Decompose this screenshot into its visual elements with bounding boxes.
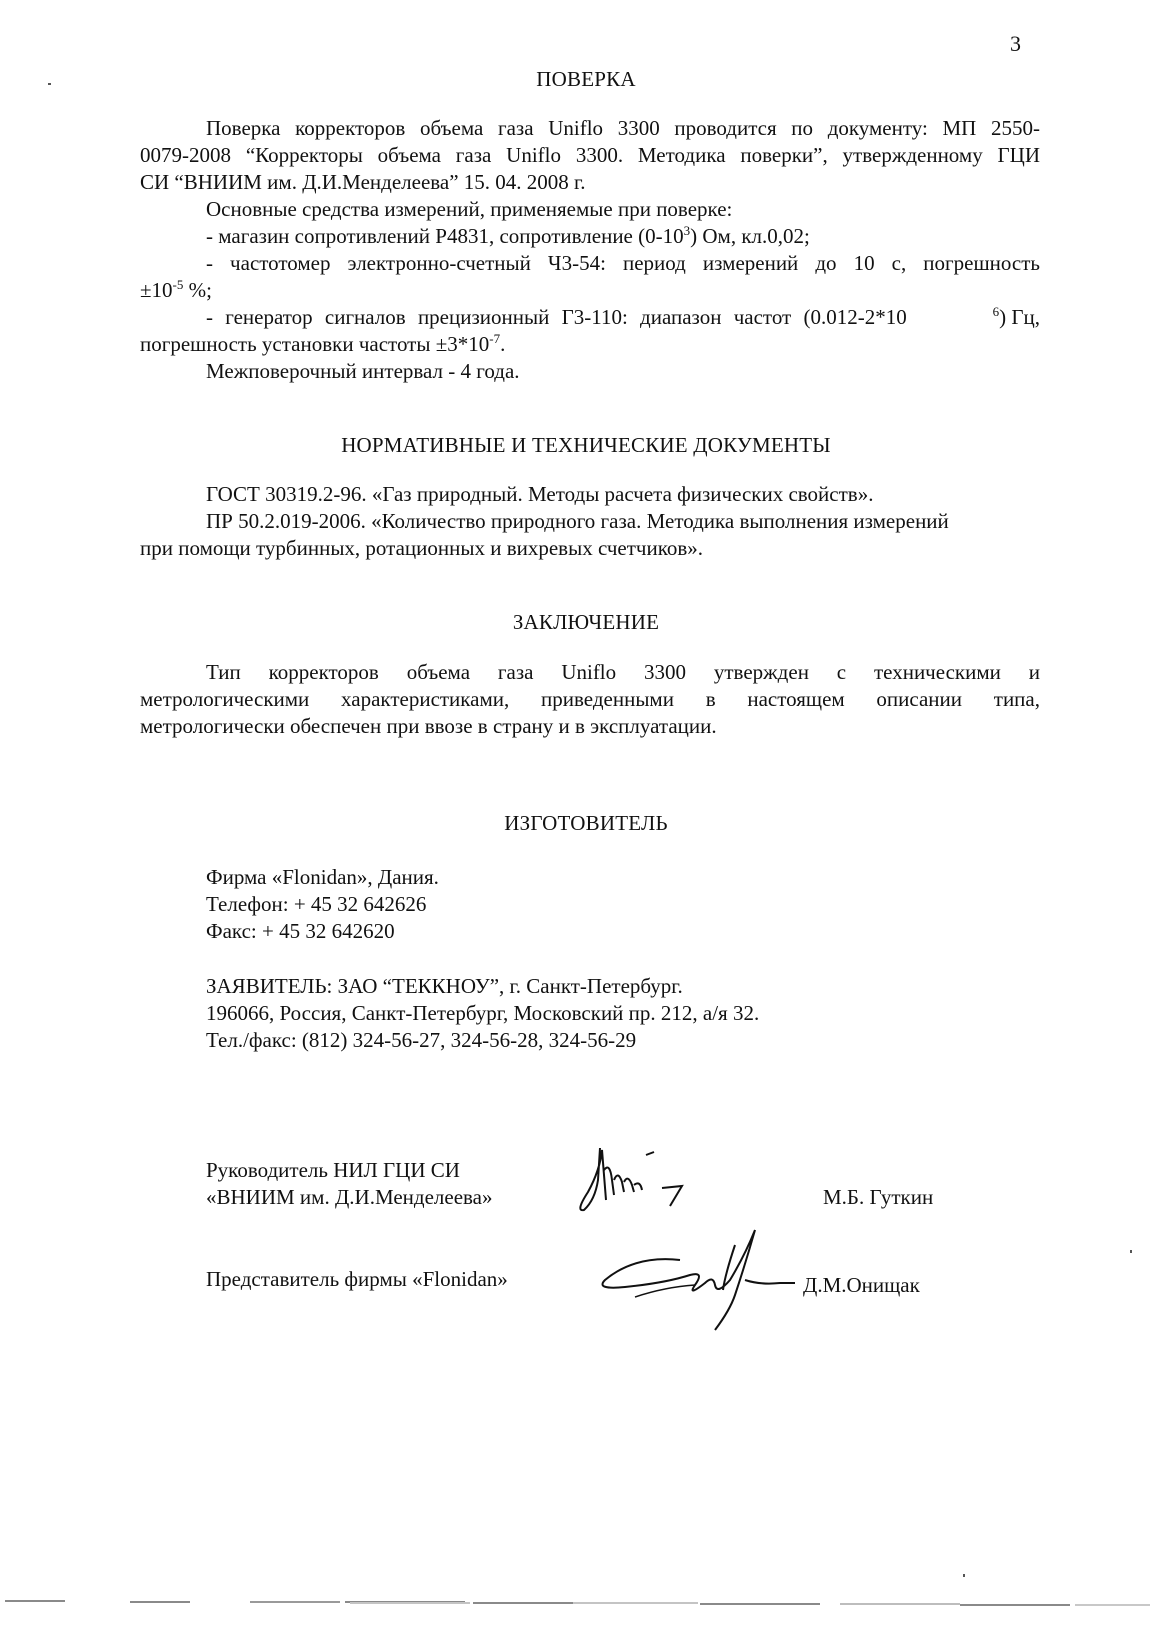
item2-text-end: %; <box>183 278 212 302</box>
applicant-name: ЗАЯВИТЕЛЬ: ЗАО “ТЕККНОУ”, г. Санкт-Петербург. <box>206 974 683 998</box>
item2-text: ±10 <box>140 278 173 302</box>
verification-line-1: Поверка корректоров объема газа Uniflo 3300 проводится по документу: МП 2550- <box>206 116 1040 140</box>
scan-speck <box>963 1574 965 1577</box>
verification-paragraph <box>140 115 1040 196</box>
section-title-normative: НОРМАТИВНЫЕ И ТЕХНИЧЕСКИЕ ДОКУМЕНТЫ <box>341 433 831 457</box>
means-item-resistance-box <box>140 223 1040 250</box>
item3-line2-end: . <box>500 332 506 356</box>
item3-text-end <box>993 304 1040 331</box>
item3-exponent: 6 <box>992 304 1000 319</box>
item3-text: - генератор сигналов прецизионный Г3-110: диапазон частот (0.012-2*10 <box>206 305 907 329</box>
normative-doc-pr-cont: при помощи турбинных, ротационных и вихревых счетчиков». <box>140 536 704 560</box>
item1-text: - магазин сопротивлений Р4831, сопротивление (0-10 <box>206 224 684 248</box>
section-title-verification: ПОВЕРКА <box>536 67 636 91</box>
means-item-signal-generator-cont <box>140 331 1040 358</box>
signature-onischak <box>595 1225 815 1335</box>
means-item-signal-generator <box>140 304 1040 331</box>
manufacturer-fax: Факс: + 45 32 642620 <box>206 919 395 943</box>
verification-line-2: 0079-2008 “Корректоры объема газа Uniflo 3300. Методика поверки”, утвержденному ГЦИ <box>140 143 1040 167</box>
applicant-address: 196066, Россия, Санкт-Петербург, Московский пр. 212, а/я 32. <box>206 1001 760 1025</box>
conclusion-line-3: метрологически обеспечен при ввозе в страну и в эксплуатации. <box>140 714 717 738</box>
signatory-1-role <box>206 1157 492 1211</box>
manufacturer-info <box>206 864 439 945</box>
signatory-2-role <box>206 1266 508 1293</box>
conclusion-line-1: Тип корректоров объема газа Uniflo 3300 утвержден с техническими и <box>206 660 1040 684</box>
signatory-2-name: Д.М.Онищак <box>803 1273 920 1297</box>
page-number: 3 <box>1010 31 1021 56</box>
item2-exponent: -5 <box>172 277 184 292</box>
measurement-means <box>140 196 1040 385</box>
item1-text-end: ) Ом, кл.0,02; <box>690 224 810 248</box>
applicant-phone-fax: Тел./факс: (812) 324-56-27, 324-56-28, 324-56-29 <box>206 1028 637 1052</box>
conclusion-line-2: метрологическими характеристиками, приведенными в настоящем описании типа, <box>140 687 1040 711</box>
means-item-frequency-meter: - частотомер электронно-счетный Ч3-54: период измерений до 10 с, погрешность <box>206 251 1040 275</box>
signatory-1-role-line-2: «ВНИИМ им. Д.И.Менделеева» <box>206 1185 493 1209</box>
normative-docs <box>140 481 1040 562</box>
verification-interval: Межповерочный интервал - 4 года. <box>206 359 520 383</box>
item3-line2-text: погрешность установки частоты ±3*10 <box>140 332 490 356</box>
applicant-info <box>206 973 759 1054</box>
normative-doc-pr: ПР 50.2.019-2006. «Количество природного газа. Методика выполнения измерений <box>206 509 949 533</box>
manufacturer-phone: Телефон: + 45 32 642626 <box>206 892 427 916</box>
verification-line-3: СИ “ВНИИМ им. Д.И.Менделеева” 15. 04. 2008 г. <box>140 170 586 194</box>
section-title-manufacturer: ИЗГОТОВИТЕЛЬ <box>504 811 668 835</box>
means-item-frequency-meter-cont <box>140 277 1040 304</box>
item3-unit: ) Гц, <box>999 305 1040 329</box>
normative-doc-gost: ГОСТ 30319.2-96. «Газ природный. Методы расчета физических свойств». <box>206 482 874 506</box>
signatory-2-role-line-1: Представитель фирмы «Flonidan» <box>206 1267 508 1291</box>
scan-speck <box>1130 1250 1132 1253</box>
scan-speck <box>48 83 51 85</box>
item1-exponent: 3 <box>683 223 691 238</box>
signatory-1-role-line-1: Руководитель НИЛ ГЦИ СИ <box>206 1158 460 1182</box>
section-title-conclusion: ЗАКЛЮЧЕНИЕ <box>512 610 660 634</box>
manufacturer-company: Фирма «Flonidan», Дания. <box>206 865 439 889</box>
means-intro: Основные средства измерений, применяемые при поверке: <box>206 197 733 221</box>
item3-line2-exponent: -7 <box>489 331 501 346</box>
conclusion-paragraph <box>140 659 1040 740</box>
signatory-1-name: М.Б. Гуткин <box>823 1185 934 1209</box>
signature-gutkin <box>570 1140 740 1220</box>
